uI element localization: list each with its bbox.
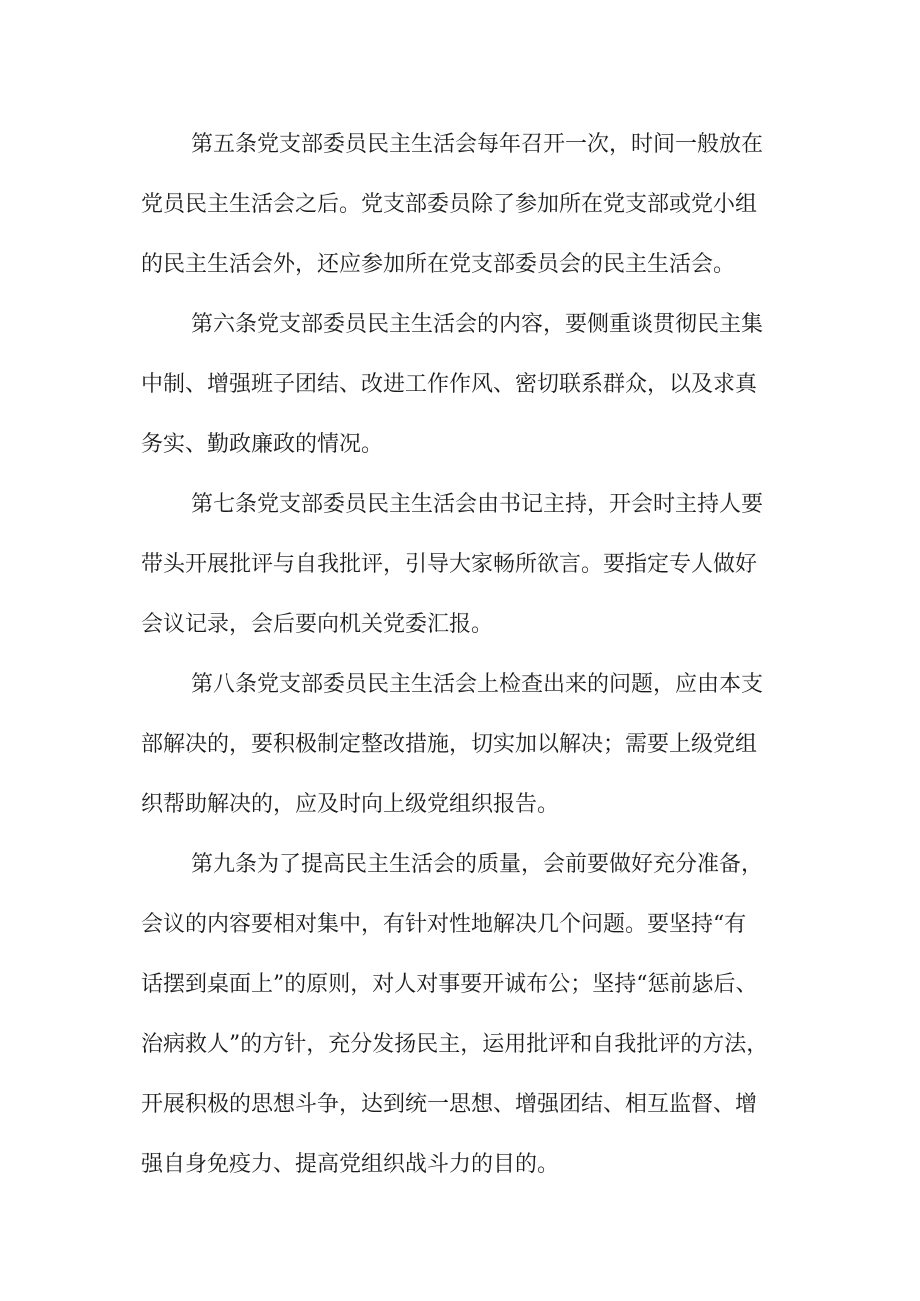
text-line: 第六条党支部委员民主生活会的内容，要侧重谈贯彻民主集 [191,312,764,337]
text-line: 务实、勤政廉政的情况。 [141,432,384,457]
text-line: 强自身免疫力、提高党组织战斗力的目的。 [141,1152,560,1177]
text-line: 部解决的，要积极制定整改措施，切实加以解决；需要上级党组 [141,732,758,757]
text-line: 话摆到桌面上”的原则，对人对事要开诚布公；坚持“惩前毖后、 [141,972,758,997]
text-line: 治病救人”的方针，充分发扬民主，运用批评和自我批评的方法， [141,1032,769,1057]
text-line: 会议记录，会后要向机关党委汇报。 [141,612,494,637]
text-line: 开展积极的思想斗争，达到统一思想、增强团结、相互监督、增 [141,1092,758,1117]
text-line: 织帮助解决的，应及时向上级党组织报告。 [141,792,560,817]
text-line: 中制、增强班子团结、改进工作作风、密切联系群众，以及求真 [141,372,758,397]
text-line: 第九条为了提高民主生活会的质量，会前要做好充分准备， [191,852,764,877]
text-line: 的民主生活会外，还应参加所在党支部委员会的民主生活会。 [141,252,736,277]
text-line: 第七条党支部委员民主生活会由书记主持，开会时主持人要 [191,492,764,517]
text-line: 党员民主生活会之后。党支部委员除了参加所在党支部或党小组 [141,192,758,217]
text-line: 带头开展批评与自我批评，引导大家畅所欲言。要指定专人做好 [141,552,758,577]
text-line: 第八条党支部委员民主生活会上检查出来的问题，应由本支 [191,672,764,697]
text-line: 第五条党支部委员民主生活会每年召开一次，时间一般放在 [191,132,764,157]
text-line: 会议的内容要相对集中，有针对性地解决几个问题。要坚持“有 [141,912,747,937]
